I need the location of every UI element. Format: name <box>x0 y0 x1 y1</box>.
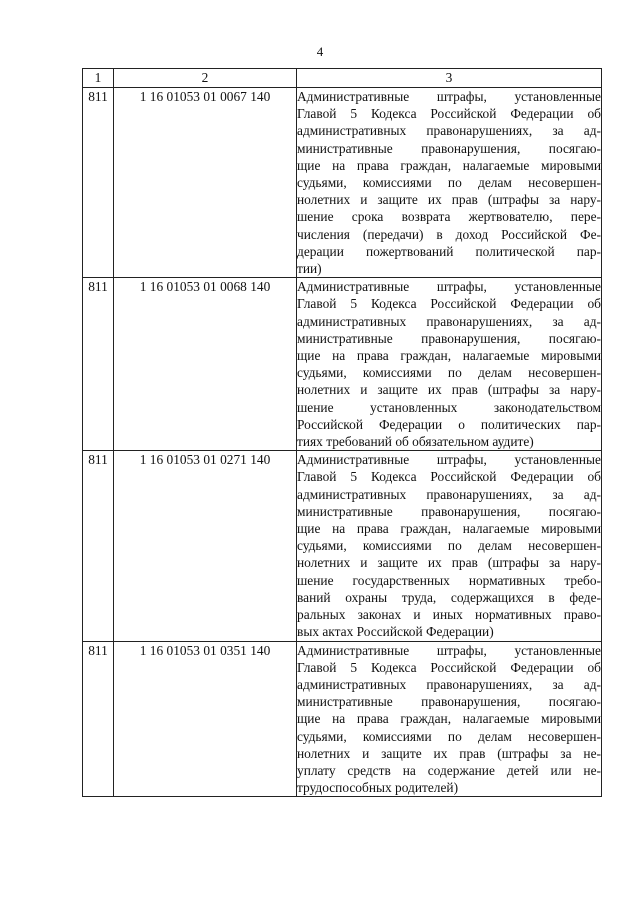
description-cell <box>297 88 602 278</box>
description-line: щие на права граждан, налагаемые мировыми <box>297 157 601 173</box>
header-col-2: 2 <box>114 69 297 88</box>
description-line: шение срока возврата жертвователю, пере- <box>297 209 601 225</box>
description-line: щие на права граждан, налагаемые мировыми <box>297 521 601 537</box>
description-line: дерации пожертвований политической пар- <box>297 243 601 259</box>
description-line: министративные правонарушения, посягаю- <box>297 503 601 519</box>
description-line: Главой 5 Кодекса Российской Федерации об <box>297 659 601 675</box>
description-line: административных правонарушениях, за ад- <box>297 313 601 329</box>
table-row <box>83 641 602 797</box>
description-line: судьями, комиссиями по делам несовершен- <box>297 175 601 191</box>
description-line: судьями, комиссиями по делам несовершен- <box>297 538 601 554</box>
admin-code-cell: 811 <box>83 278 114 451</box>
description-line: судьями, комиссиями по делам несовершен- <box>297 365 601 381</box>
description-line: нолетних и защите их прав (штрафы за нару- <box>297 192 601 208</box>
description-line: Главой 5 Кодекса Российской Федерации об <box>297 296 601 312</box>
description-line: Административные штрафы, установленные <box>297 279 601 295</box>
description-line: Главой 5 Кодекса Российской Федерации об <box>297 106 601 122</box>
description-line: административных правонарушениях, за ад- <box>297 676 601 692</box>
description-line: ваний охраны труда, содержащихся в феде- <box>297 589 601 605</box>
description-line: числения (передачи) в доход Российской Фе- <box>297 226 601 242</box>
description-line: административных правонарушениях, за ад- <box>297 123 601 139</box>
budget-classification-code-cell: 1 16 01053 01 0068 140 <box>114 278 297 451</box>
admin-code-cell: 811 <box>83 451 114 641</box>
description-line: шение государственных нормативных требо- <box>297 572 601 588</box>
description-line: щие на права граждан, налагаемые мировыми <box>297 711 601 727</box>
description-line: тии) <box>297 261 322 277</box>
description-line: Административные штрафы, установленные <box>297 89 601 104</box>
description-line: административных правонарушениях, за ад- <box>297 486 601 502</box>
description-line: министративные правонарушения, посягаю- <box>297 330 601 346</box>
admin-code-cell: 811 <box>83 88 114 278</box>
budget-classification-code-cell: 1 16 01053 01 0067 140 <box>114 88 297 278</box>
description-line: нолетних и защите их прав (штрафы за нару- <box>297 555 601 571</box>
description-line: нолетних и защите их прав (штрафы за не- <box>297 745 601 761</box>
header-row <box>83 69 602 88</box>
description-line: тиях требований об обязательном аудите) <box>297 434 534 450</box>
table-row <box>83 88 602 278</box>
description-line: судьями, комиссиями по делам несовершен- <box>297 728 601 744</box>
description-line: Главой 5 Кодекса Российской Федерации об <box>297 469 601 485</box>
description-line: министративные правонарушения, посягаю- <box>297 694 601 710</box>
table-row <box>83 451 602 641</box>
budget-classification-code-cell: 1 16 01053 01 0351 140 <box>114 641 297 797</box>
description-cell <box>297 278 602 451</box>
description-line: щие на права граждан, налагаемые мировыми <box>297 348 601 364</box>
admin-code-cell: 811 <box>83 641 114 797</box>
page-number: 4 <box>316 44 324 59</box>
description-cell <box>297 451 602 641</box>
description-line: Административные штрафы, установленные <box>297 452 601 468</box>
header-col-3: 3 <box>297 69 602 88</box>
description-line: Российской Федерации о политических пар- <box>297 416 601 432</box>
budget-code-table <box>82 68 602 797</box>
header-col-1: 1 <box>83 69 114 88</box>
description-line: министративные правонарушения, посягаю- <box>297 140 601 156</box>
description-line: вых актах Российской Федерации) <box>297 624 494 640</box>
budget-classification-code-cell: 1 16 01053 01 0271 140 <box>114 451 297 641</box>
description-line: уплату средств на содержание детей или не- <box>297 762 601 778</box>
description-line: трудоспособных родителей) <box>297 780 459 796</box>
description-line: Административные штрафы, установленные <box>297 642 601 658</box>
description-line: нолетних и защите их прав (штрафы за нару- <box>297 382 601 398</box>
description-line: шение установленных законодательством <box>297 399 601 415</box>
table-row <box>83 278 602 451</box>
description-line: ральных законах и иных нормативных право- <box>297 607 601 623</box>
description-cell <box>297 641 602 797</box>
